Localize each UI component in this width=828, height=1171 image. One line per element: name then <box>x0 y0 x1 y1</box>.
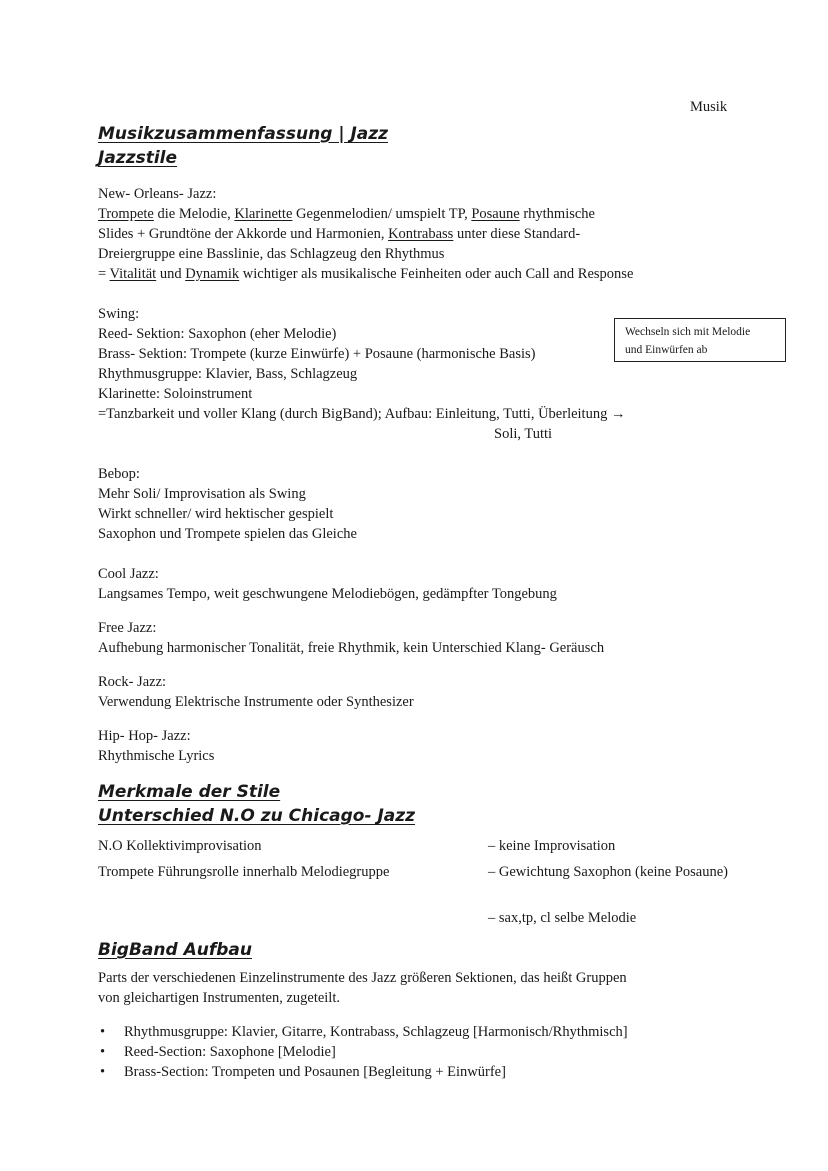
swing-line-2: Brass- Sektion: Trompete (kurze Einwürfe) + Posaune (harmonische Basis) <box>98 346 536 362</box>
bebop-line-1: Mehr Soli/ Improvisation als Swing <box>98 486 306 502</box>
cool-jazz-label: Cool Jazz: <box>98 566 159 582</box>
new-orleans-line-3: Dreiergruppe eine Basslinie, das Schlagzeug den Rhythmus <box>98 246 445 262</box>
section-heading-bigband: BigBand Aufbau <box>98 940 252 960</box>
section-heading-merkmale: Merkmale der Stile <box>98 782 281 802</box>
list-item: • Reed-Section: Saxophone [Melodie] <box>98 1042 758 1062</box>
bebop-label: Bebop: <box>98 466 140 482</box>
list-item: • Rhythmusgruppe: Klavier, Gitarre, Kontrabass, Schlagzeug [Harmonisch/Rhythmisch] <box>98 1022 758 1042</box>
comparison-left-2: Trompete Führungsrolle innerhalb Melodiegruppe <box>98 864 390 880</box>
comparison-right-1: – keine Improvisation <box>488 838 616 854</box>
bebop-line-3: Saxophon und Trompete spielen das Gleiche <box>98 526 357 542</box>
bigband-intro-line-1: Parts der verschiedenen Einzelinstrumente des Jazz größeren Sektionen, das heißt Gruppen <box>98 970 627 986</box>
section-heading-jazzstile: Jazzstile <box>98 148 178 168</box>
new-orleans-line-1: Trompete die Melodie, Klarinette Gegenmelodien/ umspielt TP, Posaune rhythmische <box>98 206 595 222</box>
comparison-table <box>98 836 758 928</box>
bigband-intro-line-2: von gleichartigen Instrumenten, zugeteilt. <box>98 990 340 1006</box>
new-orleans-label: New- Orleans- Jazz: <box>98 186 217 202</box>
hiphop-jazz-label: Hip- Hop- Jazz: <box>98 728 191 744</box>
document-content <box>98 122 758 1082</box>
swing-line-4: Klarinette: Soloinstrument <box>98 386 253 402</box>
cool-jazz-text: Langsames Tempo, weit geschwungene Melodiebögen, gedämpfter Tongebung <box>98 586 557 602</box>
subheading-no-chicago: Unterschied N.O zu Chicago- Jazz <box>98 806 416 826</box>
swing-line-3: Rhythmusgruppe: Klavier, Bass, Schlagzeug <box>98 366 358 382</box>
swing-continuation: Soli, Tutti <box>494 426 553 442</box>
comparison-right-3: – sax,tp, cl selbe Melodie <box>488 910 637 926</box>
bigband-section-list <box>98 1022 758 1082</box>
rock-jazz-label: Rock- Jazz: <box>98 674 167 690</box>
new-orleans-line-2: Slides + Grundtöne der Akkorde und Harmonien, Kontrabass unter diese Standard- <box>98 226 581 242</box>
free-jazz-label: Free Jazz: <box>98 620 157 636</box>
comparison-right-2: – Gewichtung Saxophon (keine Posaune) <box>488 864 729 880</box>
hiphop-jazz-text: Rhythmische Lyrics <box>98 748 215 764</box>
callout-line-2: und Einwürfen ab <box>625 344 708 356</box>
document-title: Musikzusammenfassung | Jazz <box>98 124 389 144</box>
swing-line-1: Reed- Sektion: Saxophon (eher Melodie) <box>98 326 337 342</box>
new-orleans-line-4: = Vitalität und Dynamik wichtiger als musikalische Feinheiten oder auch Call and Response <box>98 266 634 282</box>
free-jazz-text: Aufhebung harmonischer Tonalität, freie Rhythmik, kein Unterschied Klang- Geräusch <box>98 640 605 656</box>
comparison-left-1: N.O Kollektivimprovisation <box>98 838 262 854</box>
list-item: • Brass-Section: Trompeten und Posaunen [Begleitung + Einwürfe] <box>98 1062 758 1082</box>
swing-label: Swing: <box>98 306 140 322</box>
bebop-line-2: Wirkt schneller/ wird hektischer gespielt <box>98 506 334 522</box>
rock-jazz-text: Verwendung Elektrische Instrumente oder Synthesizer <box>98 694 414 710</box>
callout-line-1: Wechseln sich mit Melodie <box>625 326 751 338</box>
swing-line-5: =Tanzbarkeit und voller Klang (durch BigBand); Aufbau: Einleitung, Tutti, Überleitung → <box>98 406 626 422</box>
subject-label: Musik <box>690 99 728 115</box>
